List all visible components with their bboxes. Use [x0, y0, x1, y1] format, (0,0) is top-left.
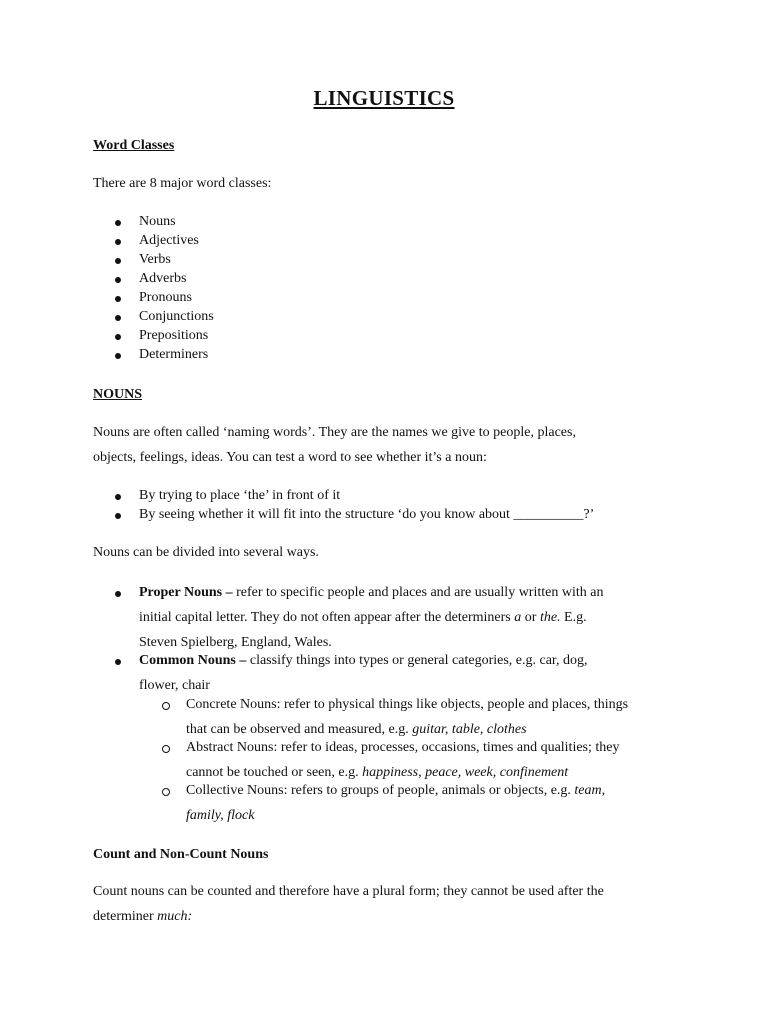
- word-classes-heading: Word Classes: [93, 138, 175, 153]
- page-title: LINGUISTICS: [313, 86, 455, 110]
- bullet-icon: [115, 659, 121, 665]
- count-nouns-heading: Count and Non-Count Nouns: [93, 847, 269, 862]
- concrete-nouns-item: Concrete Nouns: refer to physical things like objects, people and places, things that can be observed and measured, e.g. guitar, table, clothes: [186, 697, 629, 737]
- bullet-icon: [115, 353, 121, 359]
- sub-bullet-icon: [162, 702, 170, 710]
- document-page: LINGUISTICS Word Classes There are 8 major word classes: Nouns Adjectives Verbs Adverbs Pronouns Conjunctions Prepositions Determiners NOUNS Nouns are often called ‘naming words’. They are the names we give to people, places, objects, feelings, ideas. You can test a word to see whether it’s a noun: By trying to place ‘the’ in front of it By seeing whether it will fit into the structure ‘do you know about __________?’ Nouns can be divided into several ways. Proper Nouns – refer to specific people and places and are usually written with an initial capital letter. They do not often appear after the determiners a or the. E.g. Steven Spielberg, England, Wales. Common Nouns – classify things into types or general categories, e.g. car, dog, flower, chair Concrete Nouns: refer to physical things like objects, people and places, things that can be observed and measured, e.g. guitar, table, clothes Abstract Nouns: refer to ideas, processes, occasions, times and qualities; they cannot be touched or seen, e.g. happiness, peace, week, confinement Collective Nouns: refers to groups of people, animals or objects, e.g. team, family, flock Count and Non-Count Nouns Count nouns can be counted and therefore have a plural form; they cannot be used after the determiner much:: [0, 0, 768, 1024]
- common-nouns-item: Common Nouns – classify things into types or general categories, e.g. car, dog, flower, chair: [139, 653, 588, 693]
- abstract-nouns-item: Abstract Nouns: refer to ideas, processes, occasions, times and qualities; they cannot be touched or seen, e.g. happiness, peace, week, confinement: [186, 740, 620, 780]
- bullet-icon: [115, 334, 121, 340]
- nouns-heading: NOUNS: [93, 387, 143, 402]
- bullet-icon: [115, 315, 121, 321]
- bullet-icon: [115, 239, 121, 245]
- bullet-icon: [115, 277, 121, 283]
- nouns-intro: Nouns are often called ‘naming words’. They are the names we give to people, places, objects, feelings, ideas. You can test a word to see whether it’s a noun:: [93, 425, 576, 465]
- sub-bullet-icon: [162, 788, 170, 796]
- bullet-icon: [115, 591, 121, 597]
- word-classes-intro: There are 8 major word classes:: [93, 176, 272, 191]
- bullet-icon: [115, 494, 121, 500]
- bullet-icon: [115, 258, 121, 264]
- count-nouns-text: Count nouns can be counted and therefore have a plural form; they cannot be used after the determiner much:: [93, 884, 604, 924]
- collective-nouns-item: Collective Nouns: refers to groups of people, animals or objects, e.g. team, family, flock: [186, 783, 606, 823]
- bullet-icon: [115, 220, 121, 226]
- bullet-icon: [115, 513, 121, 519]
- sub-bullet-icon: [162, 745, 170, 753]
- bullet-icon: [115, 296, 121, 302]
- nouns-divided-text: Nouns can be divided into several ways.: [93, 545, 319, 560]
- proper-nouns-item: Proper Nouns – refer to specific people and places and are usually written with an initial capital letter. They do not often appear after the determiners a or the. E.g. Steven Spielberg, England, Wales.: [139, 585, 604, 650]
